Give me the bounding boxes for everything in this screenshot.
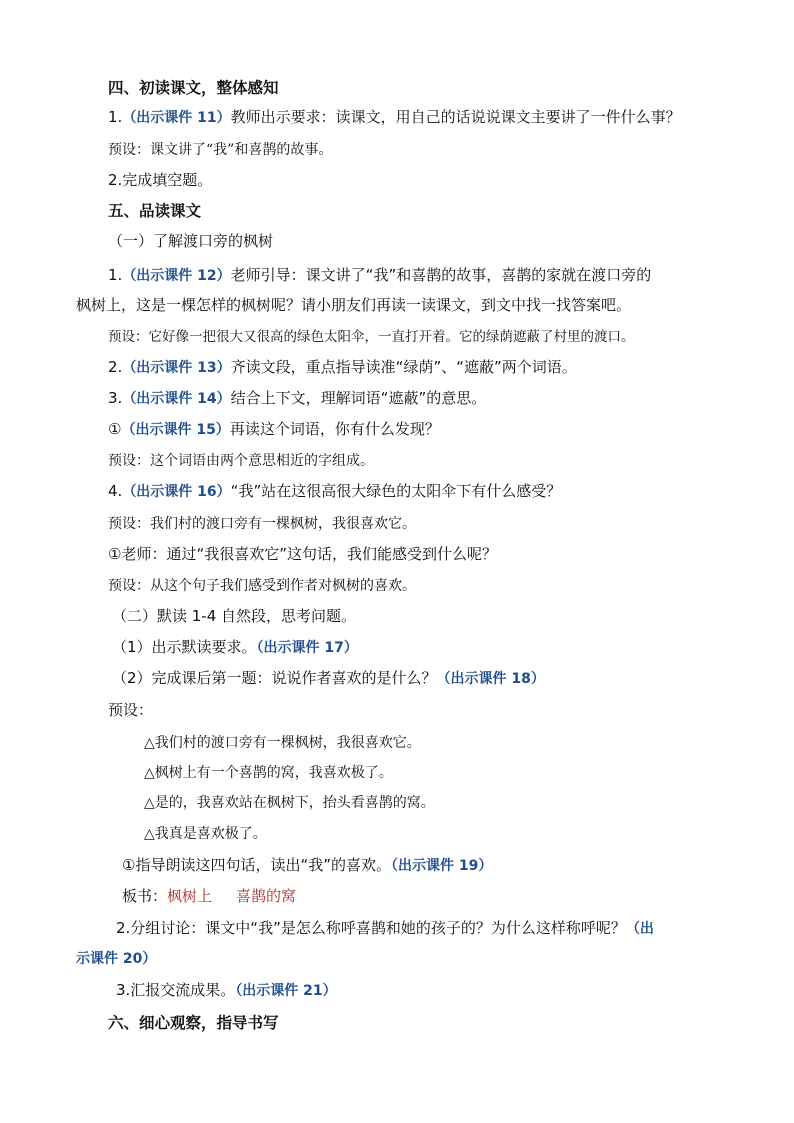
preset-answer: 预设：它好像一把很大又很高的绿色太阳伞，一直打开着。它的绿荫遮蔽了村里的渡口。 xyxy=(108,329,635,345)
courseware-cue: （出示课件 18） xyxy=(436,671,545,687)
paragraph-line: ①老师：通过“我很喜欢它”这句话，我们能感受到什么呢？ xyxy=(108,545,497,563)
preset-answer: 预设：这个词语由两个意思相近的字组成。 xyxy=(108,453,374,469)
preset-answer: 预设：课文讲了“我”和喜鹊的故事。 xyxy=(108,142,333,158)
subsection-heading: （二）默读 1-4 自然段，思考问题。 xyxy=(112,607,357,625)
courseware-cue: （出示课件 16） xyxy=(122,484,231,500)
paragraph-line: 3.（出示课件 14）结合上下文，理解词语“遮蔽”的意思。 xyxy=(108,389,487,407)
paragraph-line: 2.完成填空题。 xyxy=(108,171,213,189)
courseware-cue: （出示课件 14） xyxy=(122,391,231,407)
preset-label: 预设： xyxy=(108,701,154,719)
board-item: 喜鹊的窝 xyxy=(236,887,297,905)
courseware-cue: 示课件 20） xyxy=(76,951,157,967)
paragraph-line: （1）出示默读要求。（出示课件 17） xyxy=(112,638,358,656)
courseware-cue: （出示课件 13） xyxy=(122,360,231,376)
paragraph-line: 枫树上，这是一棵怎样的枫树呢？请小朋友们再读一读课文，到文中找一找答案吧。 xyxy=(76,296,632,314)
courseware-cue: （出 xyxy=(625,921,654,937)
paragraph-line: 1.（出示课件 12）老师引导：课文讲了“我”和喜鹊的故事，喜鹊的家就在渡口旁的 xyxy=(108,266,652,284)
section-heading-4: 四、初读课文，整体感知 xyxy=(108,79,279,97)
quote-line: △是的，我喜欢站在枫树下，抬头看喜鹊的窝。 xyxy=(144,795,435,811)
section-heading-6: 六、细心观察，指导书写 xyxy=(108,1014,279,1032)
paragraph-line: 3.汇报交流成果。（出示课件 21） xyxy=(116,981,337,999)
blackboard-line: 板书：枫树上 喜鹊的窝 xyxy=(122,887,297,905)
paragraph-line: （2）完成课后第一题：说说作者喜欢的是什么？（出示课件 18） xyxy=(112,669,545,687)
quote-line: △我真是喜欢极了。 xyxy=(144,826,267,842)
courseware-cue: （出示课件 19） xyxy=(391,858,493,874)
courseware-cue: （出示课件 12） xyxy=(122,268,231,284)
paragraph-line: ①指导朗读这四句话，读出“我”的喜欢。（出示课件 19） xyxy=(122,856,493,874)
courseware-cue: （出示课件 17） xyxy=(256,640,358,656)
preset-answer: 预设：我们村的渡口旁有一棵枫树，我很喜欢它。 xyxy=(108,516,416,532)
paragraph-line: 1.（出示课件 11）教师出示要求：读课文，用自己的话说说课文主要讲了一件什么事？ xyxy=(108,108,681,126)
paragraph-line xyxy=(76,948,156,969)
preset-answer: 预设：从这个句子我们感受到作者对枫树的喜欢。 xyxy=(108,578,416,594)
paragraph-line: ①（出示课件 15）再读这个词语，你有什么发现？ xyxy=(108,420,440,438)
courseware-cue: （出示课件 11） xyxy=(122,110,231,126)
quote-line: △枫树上有一个喜鹊的窝，我喜欢极了。 xyxy=(144,765,393,781)
courseware-cue: （出示课件 15） xyxy=(121,422,230,438)
paragraph-line: 2.（出示课件 13）齐读文段，重点指导读准“绿荫”、“遮蔽”两个词语。 xyxy=(108,358,577,376)
quote-line: △我们村的渡口旁有一棵枫树，我很喜欢它。 xyxy=(144,735,421,751)
paragraph-line: 4.（出示课件 16）“我”站在这很高很大绿色的太阳伞下有什么感受？ xyxy=(108,482,562,500)
section-heading-5: 五、品读课文 xyxy=(108,202,202,220)
subsection-heading: （一）了解渡口旁的枫树 xyxy=(108,232,274,250)
courseware-cue: （出示课件 21） xyxy=(235,983,337,999)
board-item: 枫树上 xyxy=(167,887,213,905)
paragraph-line: 2.分组讨论：课文中“我”是怎么称呼喜鹊和她的孩子的？为什么这样称呼呢？（出 xyxy=(116,919,654,937)
